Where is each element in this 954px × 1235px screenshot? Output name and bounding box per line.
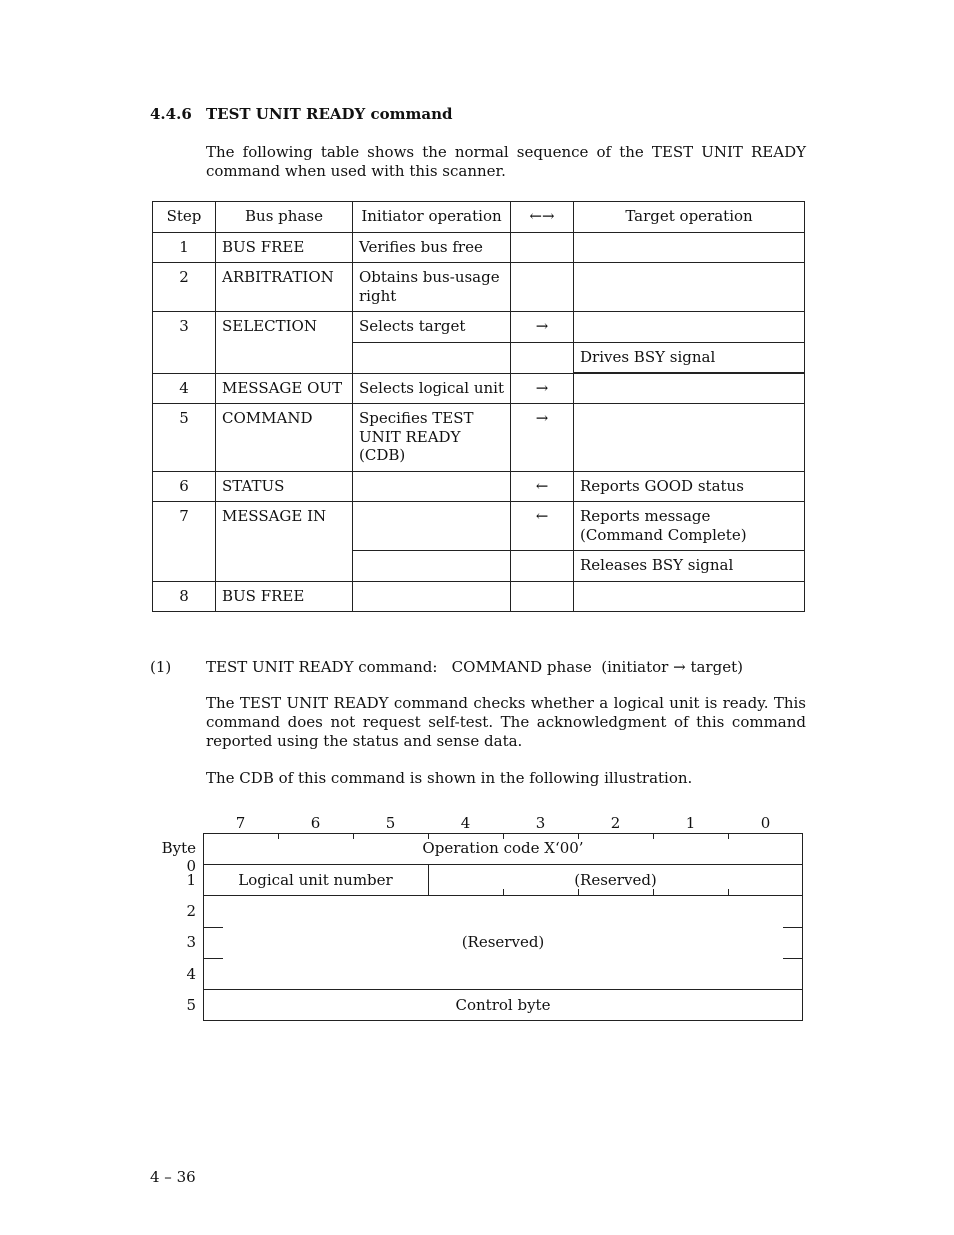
initiator-cell: Selects target xyxy=(353,312,511,343)
section-title: TEST UNIT READY command xyxy=(206,105,453,123)
control-byte-label: Control byte xyxy=(455,996,551,1014)
bit-label: 4 xyxy=(460,814,471,832)
bit-label: 5 xyxy=(385,814,396,832)
byte-label: 4 xyxy=(186,965,196,983)
initiator-cell xyxy=(353,471,511,502)
bit-label: 0 xyxy=(760,814,771,832)
target-cell xyxy=(574,581,805,612)
byte-label: 2 xyxy=(186,902,196,920)
phase-cell: MESSAGE IN xyxy=(216,502,353,582)
bit-label: 7 xyxy=(235,814,246,832)
direction-cell xyxy=(511,581,574,612)
step-cell: 7 xyxy=(153,502,216,582)
reserved-bytes-label: (Reserved) xyxy=(461,933,545,951)
phase-cell: COMMAND xyxy=(216,404,353,472)
list-item-text: TEST UNIT READY command: COMMAND phase (initiator → target) xyxy=(206,658,743,676)
initiator-cell: Obtains bus-usage right xyxy=(353,263,511,312)
page-number: 4 – 36 xyxy=(150,1168,196,1186)
direction-cell: → xyxy=(511,373,574,404)
section-number: 4.4.6 xyxy=(150,105,192,123)
direction-cell xyxy=(511,263,574,312)
target-cell xyxy=(574,404,805,472)
logical-unit-number-label: Logical unit number xyxy=(238,871,393,889)
initiator-cell: Selects logical unit xyxy=(353,373,511,404)
target-cell xyxy=(574,373,805,404)
byte1-reserved-label: (Reserved) xyxy=(574,871,657,889)
bit-number-row xyxy=(203,814,803,832)
step-cell: 6 xyxy=(153,471,216,502)
direction-cell: ← xyxy=(511,471,574,502)
intro-paragraph: The following table shows the normal sequence of the TEST UNIT READY command when used with this scanner. xyxy=(206,143,806,180)
bit-label: 1 xyxy=(685,814,696,832)
direction-cell xyxy=(511,342,574,373)
initiator-cell xyxy=(353,551,511,582)
target-cell: Drives BSY signal xyxy=(574,342,805,373)
target-cell: Reports message (Command Complete) xyxy=(574,502,805,551)
initiator-cell xyxy=(353,502,511,551)
table-row xyxy=(153,404,805,472)
initiator-cell: Specifies TEST UNIT READY (CDB) xyxy=(353,404,511,472)
phase-cell: SELECTION xyxy=(216,312,353,374)
list-item-1 xyxy=(150,658,743,676)
bit-label: 6 xyxy=(310,814,321,832)
step-cell: 3 xyxy=(153,312,216,374)
initiator-cell xyxy=(353,342,511,373)
table-row xyxy=(153,263,805,312)
phase-cell: BUS FREE xyxy=(216,581,353,612)
table-row xyxy=(153,312,805,343)
target-cell xyxy=(574,312,805,343)
list-item-number: (1) xyxy=(150,658,172,676)
header-direction: ←→ xyxy=(511,202,574,233)
target-cell xyxy=(574,263,805,312)
sequence-table xyxy=(152,201,805,612)
direction-cell: ← xyxy=(511,502,574,551)
direction-cell: → xyxy=(511,312,574,343)
header-initiator-operation: Initiator operation xyxy=(353,202,511,233)
table-row xyxy=(153,471,805,502)
cdb-diagram xyxy=(203,833,803,1021)
initiator-cell xyxy=(353,581,511,612)
header-step: Step xyxy=(153,202,216,233)
phase-cell: STATUS xyxy=(216,471,353,502)
step-cell: 1 xyxy=(153,232,216,263)
byte-label: 5 xyxy=(186,996,196,1014)
step-cell: 2 xyxy=(153,263,216,312)
opcode-label: Operation code X‘00’ xyxy=(422,839,584,857)
table-row xyxy=(153,502,805,551)
initiator-cell: Verifies bus free xyxy=(353,232,511,263)
section-heading xyxy=(150,105,452,123)
direction-cell xyxy=(511,551,574,582)
table-header-row xyxy=(153,202,805,233)
table-row xyxy=(153,373,805,404)
target-cell: Releases BSY signal xyxy=(574,551,805,582)
bit-label: 3 xyxy=(535,814,546,832)
header-bus-phase: Bus phase xyxy=(216,202,353,233)
direction-cell xyxy=(511,232,574,263)
cdb-intro-paragraph: The CDB of this command is shown in the following illustration. xyxy=(206,769,693,787)
target-cell: Reports GOOD status xyxy=(574,471,805,502)
step-cell: 4 xyxy=(153,373,216,404)
byte-label: 3 xyxy=(186,933,196,951)
phase-cell: MESSAGE OUT xyxy=(216,373,353,404)
phase-cell: BUS FREE xyxy=(216,232,353,263)
direction-cell: → xyxy=(511,404,574,472)
step-cell: 8 xyxy=(153,581,216,612)
target-cell xyxy=(574,232,805,263)
step-cell: 5 xyxy=(153,404,216,472)
table-row xyxy=(153,581,805,612)
header-target-operation: Target operation xyxy=(574,202,805,233)
description-paragraph: The TEST UNIT READY command checks whether a logical unit is ready. This command does not request self-test. The acknowledgment of this command reported using the status and sense data. xyxy=(206,694,806,750)
byte-label: 1 xyxy=(186,871,196,889)
table-row xyxy=(153,232,805,263)
byte-label: Byte 0 xyxy=(161,839,196,875)
phase-cell: ARBITRATION xyxy=(216,263,353,312)
bit-label: 2 xyxy=(610,814,621,832)
